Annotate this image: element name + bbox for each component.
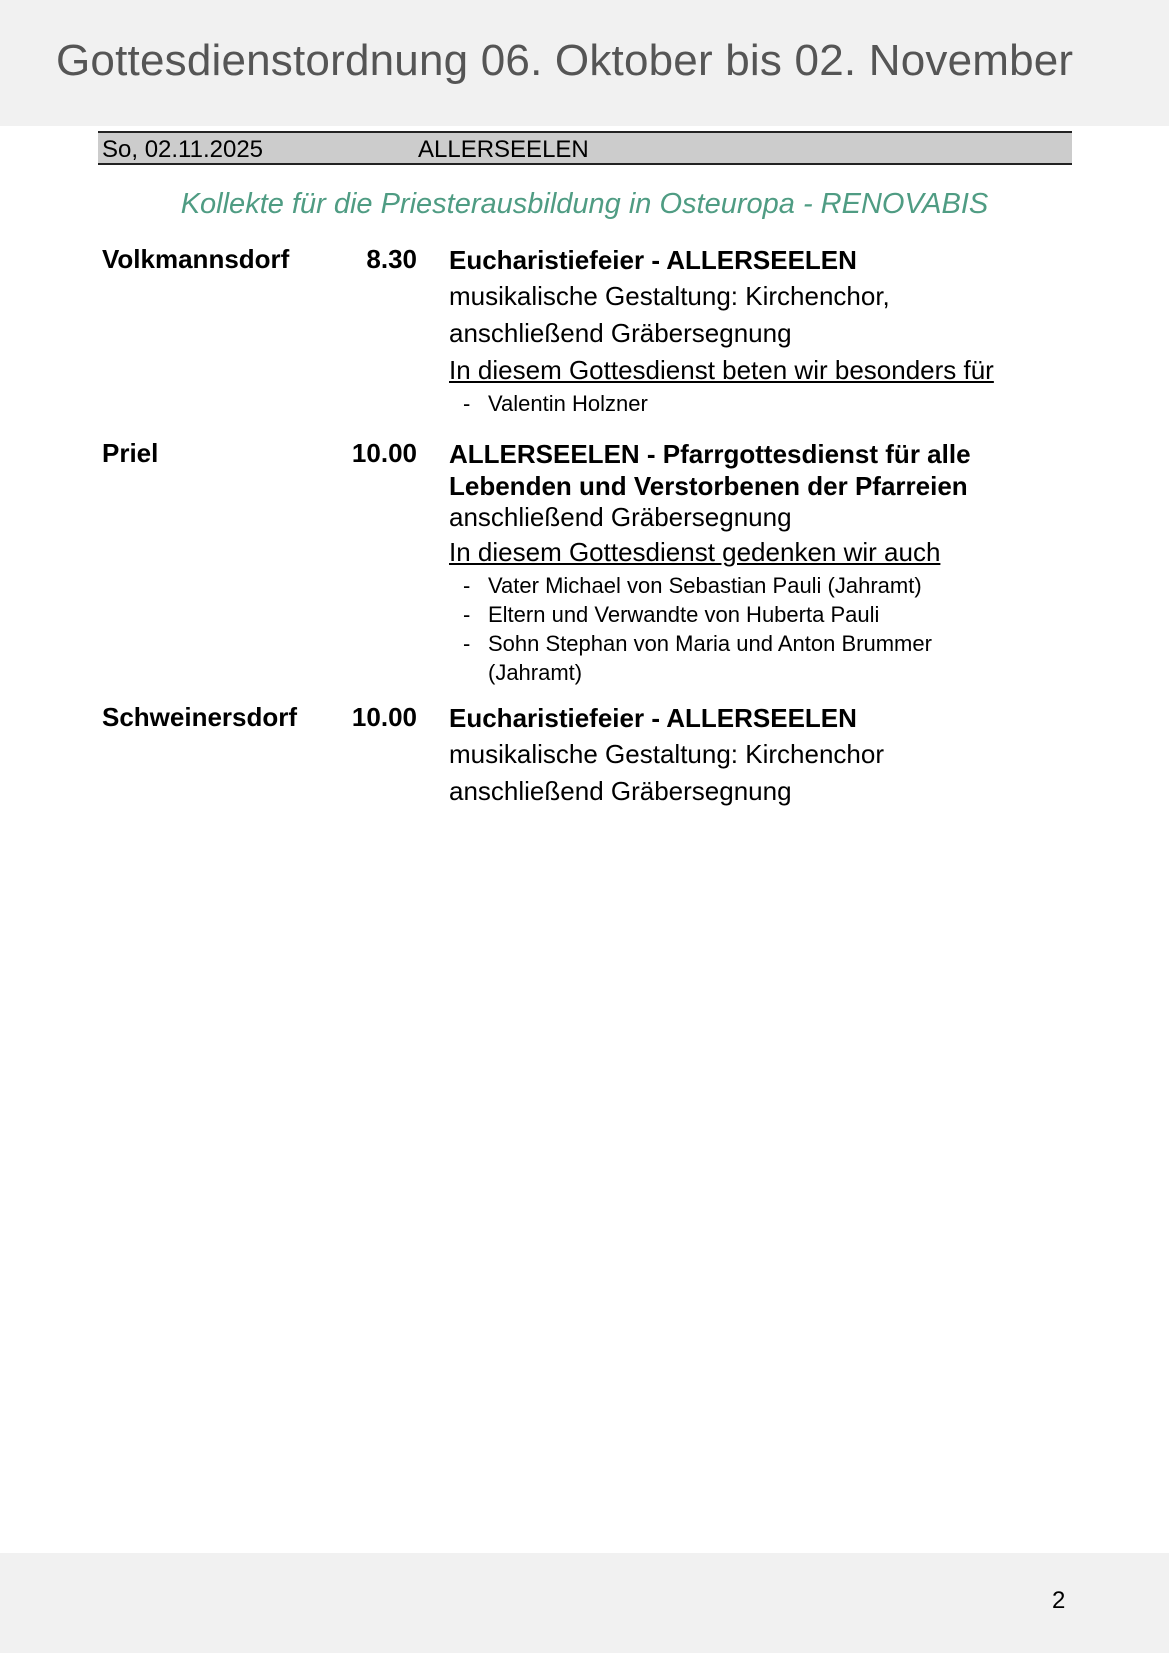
- collection-note: Kollekte für die Priesterausbildung in Osteuropa - RENOVABIS: [180, 188, 989, 220]
- service-title: ALLERSEELEN - Pfarrgottesdienst für alle: [449, 439, 971, 469]
- service-time: 10.00: [351, 702, 417, 732]
- service-time: 8.30: [366, 244, 417, 274]
- intention-heading: In diesem Gottesdienst beten wir besonders für: [449, 355, 994, 385]
- service-line: musikalische Gestaltung: Kirchenchor,: [449, 281, 890, 311]
- intention-list: [449, 389, 1049, 418]
- service-line: musikalische Gestaltung: Kirchenchor: [449, 739, 884, 769]
- service-line: anschließend Gräbersegnung: [449, 776, 792, 806]
- service-place: Schweinersdorf: [102, 702, 298, 732]
- service-details: [449, 244, 1049, 418]
- intention-list: [449, 571, 1049, 687]
- intention-heading: In diesem Gottesdienst gedenken wir auch: [449, 537, 941, 567]
- service-details: [449, 702, 1049, 810]
- service-line: anschließend Gräbersegnung: [449, 318, 792, 348]
- service-title: Lebenden und Verstorbenen der Pfarreien: [449, 471, 968, 501]
- service-line: anschließend Gräbersegnung: [449, 502, 792, 532]
- service-details: [449, 438, 1049, 687]
- day-name: ALLERSEELEN: [418, 136, 589, 163]
- service-title: Eucharistiefeier - ALLERSEELEN: [449, 703, 857, 733]
- service-place: Priel: [102, 438, 159, 468]
- day-header: [98, 131, 1072, 165]
- intention-item: - Valentin Holzner: [463, 391, 648, 416]
- intention-item: - Eltern und Verwandte von Huberta Pauli: [463, 602, 880, 627]
- service-title: Eucharistiefeier - ALLERSEELEN: [449, 245, 857, 275]
- header-band: [0, 0, 1169, 126]
- day-date: So, 02.11.2025: [102, 136, 264, 163]
- service-place: Volkmannsdorf: [102, 244, 290, 274]
- service-time: 10.00: [351, 438, 417, 468]
- footer-band: [0, 1553, 1169, 1653]
- page-number: 2: [1052, 1587, 1066, 1614]
- intention-item: - Vater Michael von Sebastian Pauli (Jahramt): [463, 573, 922, 598]
- page-title: Gottesdienstordnung 06. Oktober bis 02. November: [56, 36, 1074, 85]
- intention-item: - Sohn Stephan von Maria und Anton Brummer (Jahramt): [463, 631, 932, 685]
